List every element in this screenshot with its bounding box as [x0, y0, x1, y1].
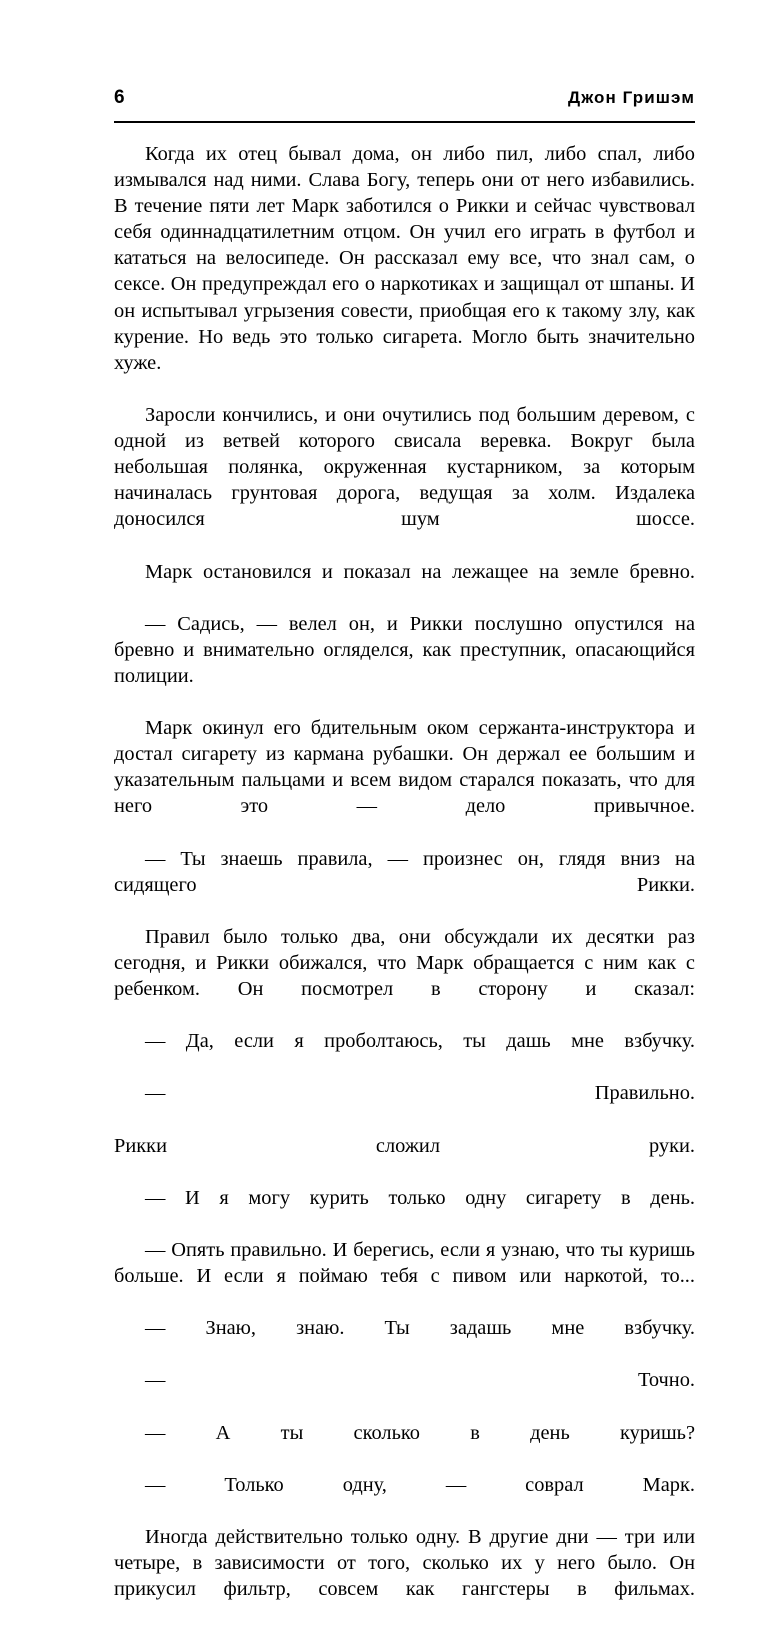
paragraph: Заросли кончились, и они очутились под большим деревом, с одной из ветвей которого свисала веревка. Вокруг была небольшая полянка, окруженная кустарником, за которым начиналась грунтовая дорога, ведущая за холм. Издалека доносился шум шоссе.: [114, 403, 695, 531]
paragraph: — А ты сколько в день куришь?: [145, 1421, 695, 1444]
author-name: Джон Гришэм: [568, 88, 695, 107]
running-head: [114, 88, 695, 108]
paragraph: — Ты знаешь правила, — произнес он, глядя вниз на сидящего Рикки.: [114, 847, 695, 896]
paragraph: — Правильно.: [145, 1082, 695, 1105]
paragraph: Марк окинул его бдительным оком сержанта-инструктора и достал сигарету из кармана рубашки. Он держал ее большим и указательным пальцами и всем видом старался показать, что для него это — дело привычное.: [114, 717, 695, 818]
paragraph: Марк остановился и показал на лежащее на земле бревно.: [145, 560, 695, 583]
paragraph: — Знаю, знаю. Ты задашь мне взбучку.: [145, 1317, 695, 1340]
paragraph: — И я могу курить только одну сигарету в день.: [145, 1186, 695, 1209]
paragraph: Когда их отец бывал дома, он либо пил, либо спал, либо измывался над ними. Слава Богу, теперь они от него избавились. В течение пяти лет Марк заботился о Рикки и сейчас чувствовал себя одиннадцатилетним отцом. Он учил его играть в футбол и кататься на велосипеде. Он рассказал ему все, что знал сам, о сексе. Он предупреждал его о наркотиках и защищал от шпаны. И он испытывал угрызения совести, приобщая его к такому злу, как курение. Но ведь это только сигарета. Могло быть значительно хуже.: [114, 143, 695, 374]
paragraph: — Да, если я проболтаюсь, ты дашь мне взбучку.: [145, 1030, 695, 1053]
paragraph: — Садись, — велел он, и Рикки послушно опустился на бревно и внимательно огляделся, как преступник, опасающийся полиции.: [114, 612, 695, 687]
paragraph: — Только одну, — соврал Марк.: [145, 1473, 695, 1496]
paragraph: Рикки сложил руки.: [114, 1134, 695, 1157]
paragraph: Иногда действительно только одну. В другие дни — три или четыре, в зависимости от того, сколько их у него было. Он прикусил фильтр, совсем как гангстеры в фильмах.: [114, 1525, 695, 1601]
header-divider: [114, 121, 695, 123]
paragraph: — Точно.: [145, 1369, 695, 1392]
body-text: [114, 141, 695, 1628]
paragraph: — Опять правильно. И берегись, если я узнаю, что ты куришь больше. И если я поймаю тебя с пивом или наркотой, то...: [114, 1238, 695, 1288]
page-number: 6: [114, 87, 125, 108]
paragraph: Правил было только два, они обсуждали их десятки раз сегодня, и Рикки обижался, что Марк обращается с ним как с ребенком. Он посмотрел в сторону и сказал:: [114, 925, 695, 1000]
